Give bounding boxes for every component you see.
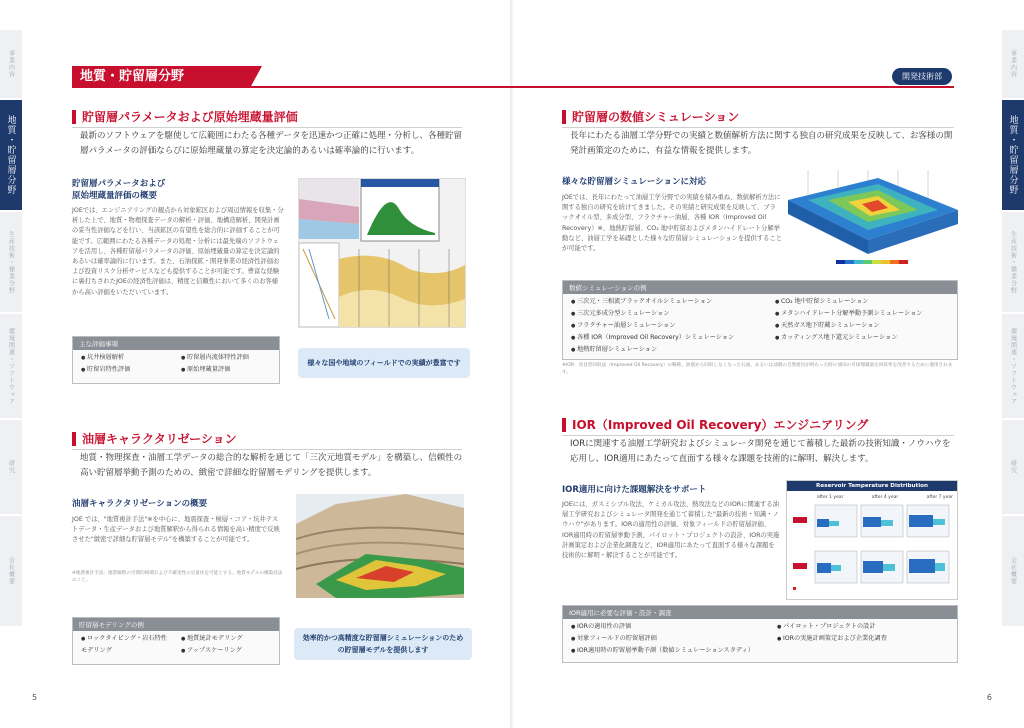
achievement-callout: 様々な国や地域のフィールドでの実績が豊富です xyxy=(298,348,470,378)
list-item: ● 貯留岩特性評価 xyxy=(81,364,181,376)
list-item: ● 各種 IOR（Improved Oil Recovery）シミュレーション xyxy=(571,332,775,344)
list-item: ● パイロット・プロジェクトの設計 xyxy=(777,621,887,633)
box-title: 数値シミュレーションの例 xyxy=(563,281,957,294)
list-item: ● 原始埋蔵量評価 xyxy=(181,364,249,376)
section-body: JOE では、"地質複計手法"※を中心に、地震探査・検層・コア・坑井テストデータ・生産データおよび地質解釈から得られる情報を高い精度で反映させた"緻密で詳細な貯留層モデル"を構築することが可能です。 xyxy=(72,516,280,544)
software-screenshot-image xyxy=(298,178,466,328)
sidebar-right-tab-4[interactable]: 環境関連・ソフトウェア xyxy=(1002,314,1024,418)
list-item: ● IORの実施計画策定および企業化調査 xyxy=(777,633,887,645)
footnote: ※IOR：改良型回収法（Improved Oil Recovery）の略称。油層から回収しなくなった石油、あるいは油層の自然排出が終わった時の油田の可採埋蔵量を回収率を改善するために適用されます。 xyxy=(562,363,953,375)
list-item: ● 貯留層内流体特性評価 xyxy=(181,352,249,364)
sidebar-left-tab-5[interactable]: 研究 xyxy=(0,420,22,514)
sidebar-right-tab-3[interactable]: 生産技術・操業分野 xyxy=(1002,212,1024,312)
sidebar-left-tab-2[interactable]: 地質・貯留層分野 xyxy=(0,100,22,210)
section-lead: 地質・物理探査・油層工学データの総合的な解析を通じて「三次元地質モデル」を構築し、信頼性の高い貯留層挙動予測のための、緻密で詳細な貯留層モデリングを提供します。 xyxy=(80,453,463,478)
box-title: 貯留層モデリングの例 xyxy=(73,618,279,631)
section-heading-numerical-simulation: 貯留層の数値シミュレーション xyxy=(562,110,739,124)
page-fold xyxy=(510,0,514,728)
heading-rule xyxy=(562,127,954,128)
list-item: ● IORの適用性の評価 xyxy=(571,621,777,633)
list-item: ● CO₂ 地中貯留シミュレーション xyxy=(775,296,922,308)
list-item: ● 天然ガス地下貯蔵シミュレーション xyxy=(775,320,922,332)
figure-label: after 4 year xyxy=(871,495,899,500)
list-item: ● ロックタイピング・岩石特性モデリング xyxy=(81,633,171,657)
sidebar-right-tab-6[interactable]: 会社概要 xyxy=(1002,516,1024,626)
sidebar-left-tab-4[interactable]: 環境関連・ソフトウェア xyxy=(0,314,22,418)
section-lead: IORに関連する油層工学研究およびシミュレータ開発を通じて蓄積した最新の技術知識・ノウハウを応用し、IOR適用にあたって直面する様々な課題を技術的に解明、解決します。 xyxy=(570,439,951,464)
box-title: IOR適用に必要な評価・設計・調査 xyxy=(563,606,957,619)
subheading: 油層キャラクタリゼーションの概要 xyxy=(72,499,208,509)
subheading: 様々な貯留層シミュレーションに対応 xyxy=(562,177,706,187)
sidebar-right-tab-1[interactable]: 事業内容 xyxy=(1002,30,1024,98)
list-item: ● カッティングス地下還元シミュレーション xyxy=(775,332,922,344)
heading-rule xyxy=(72,449,462,450)
subheading: IOR適用に向けた課題解決をサポート xyxy=(562,485,707,495)
sidebar-left-tab-3[interactable]: 生産技術・操業分野 xyxy=(0,212,22,312)
box-title: 主な評価事項 xyxy=(73,337,279,350)
section-lead: 最新のソフトウェアを駆使して広範囲にわたる各種データを迅速かつ正確に処理・分析し、各種貯留層パラメータの評価ならびに原始埋蔵量の算定を決定論的あるいは確率論的に行います。 xyxy=(80,131,462,156)
department-badge: 開発技術部 xyxy=(892,68,952,85)
list-item: ● 坑井検層解析 xyxy=(81,352,181,364)
section-heading-reservoir-parameters: 貯留層パラメータおよび原始埋蔵量評価 xyxy=(72,110,298,124)
section-body: JOEには、ガスミシブル攻法、ケミカル攻法、熱攻法などのIORに関連する油層工学研究およびシミュレータ開発を通じて蓄積した"最新の技術・知識・ノウハウ"があります。IORの適用性の評価、対象フィールドの貯留層評価、IOR適用時の貯留層挙動予測、パイロット・プロジェクトの設計、IORの実施計画策定および企業化調査など、IOR適用にあたって直面する様々な課題を技術的に解明・解決することが可能です。 xyxy=(562,501,780,560)
heading-rule xyxy=(72,127,462,128)
subheading-line-1: 貯留層パラメータおよび xyxy=(72,179,166,189)
modeling-examples-box xyxy=(72,617,280,665)
header-rule xyxy=(242,86,954,88)
subheading-line-2: 原始埋蔵量評価の概要 xyxy=(72,191,158,201)
page-number-right: 6 xyxy=(986,693,992,702)
sidebar-right-tab-2[interactable]: 地質・貯留層分野 xyxy=(1002,100,1024,210)
list-item: ● アップスケーリング xyxy=(181,645,243,657)
geological-model-image xyxy=(296,494,464,598)
section-title: 地質・貯留層分野 xyxy=(72,66,250,88)
simulation-examples-box xyxy=(562,280,958,360)
sidebar-right-tab-5[interactable]: 研究 xyxy=(1002,420,1024,514)
list-item: ● IOR適用時の貯留層挙動予測（数値シミュレーションスタディ） xyxy=(571,645,777,657)
list-item: ● 地熱貯留層シミュレーション xyxy=(571,344,775,356)
reservoir-3d-model-image xyxy=(788,170,958,274)
list-item: ● 対象フィールドの貯留層評価 xyxy=(571,633,777,645)
footnote: ※地質複計手法：地質解釈の空間的相関および不確実性の定量化を可能とする、地質モデルの構築技法のこと。 xyxy=(72,571,283,583)
list-item: ● フラクチャー油層シミュレーション xyxy=(571,320,775,332)
temperature-distribution-figure xyxy=(786,480,958,600)
evaluation-items-box xyxy=(72,336,280,384)
figure-label: after 1 year xyxy=(817,495,844,500)
section-heading-ior-engineering: IOR（Improved Oil Recovery）エンジニアリング xyxy=(562,418,868,432)
list-item: ● 三次元多成分型シミュレーション xyxy=(571,308,775,320)
model-callout: 効率的かつ高精度な貯留層シミュレーションのための貯留層モデルを提供します xyxy=(294,628,472,660)
figure-label: after 7 year xyxy=(926,495,953,500)
page-number-left: 5 xyxy=(32,693,38,702)
sidebar-left-tab-6[interactable]: 会社概要 xyxy=(0,516,22,626)
section-heading-reservoir-characterization: 油層キャラクタリゼーション xyxy=(72,432,237,446)
sidebar-left-tab-1[interactable]: 事業内容 xyxy=(0,30,22,98)
heading-rule xyxy=(562,435,954,436)
ior-requirements-box xyxy=(562,605,958,663)
list-item: ● 三次元・三相流ブラックオイルシミュレーション xyxy=(571,296,775,308)
figure-title: Reservoir Temperature Distribution xyxy=(787,481,957,491)
section-body: JOEでは、長年にわたって油層工学分野での実績を積み重ね、数値解析方法に関する独自の研究を続けてきました。その実績と研究成果を反映して、ブラックオイル型、多成分型、フラクチャー油層、各種 IOR（Improved Oil Recovery）※、地熱貯留層、CO₂ 地中貯留およびメタンハイドレート分解挙動など、油層工学を基礎とした様々な貯留層シミュレーションを提供することが可能です。 xyxy=(562,194,783,253)
list-item: ● 地質統計モデリング xyxy=(181,633,243,645)
list-item: ● メタンハイドレート分解挙動予測シミュレーション xyxy=(775,308,922,320)
section-body: JOEでは、エンジニアリングの観点から対象鉱区および周辺情報を収集・分析した上で、地質・物理探査データの解析・評価、地構造解析、開発計画の妥当性評価などを行い、当該鉱区の有望性を総合的に評価することが可能です。広範囲にわたる各種データの処理・分析には最先端のソフトウェアを活用し、各種貯留層パラメータの評価、原始埋蔵量の算定を決定論的あるいは確率論的に行います。また、石油探鉱・開発事業の経済性評価および投資リスク分析サービスなども提供することが可能です。豊富な経験に裏打ちされたJOEの経済性評価は、精度と信頼性において多くのお客様から高い評価をいただいています。 xyxy=(72,207,284,296)
section-lead: 長年にわたる油層工学分野での実績と数値解析方法に関する独自の研究成果を反映して、お客様の開発計画策定のために、有益な情報を提供します。 xyxy=(570,131,953,156)
